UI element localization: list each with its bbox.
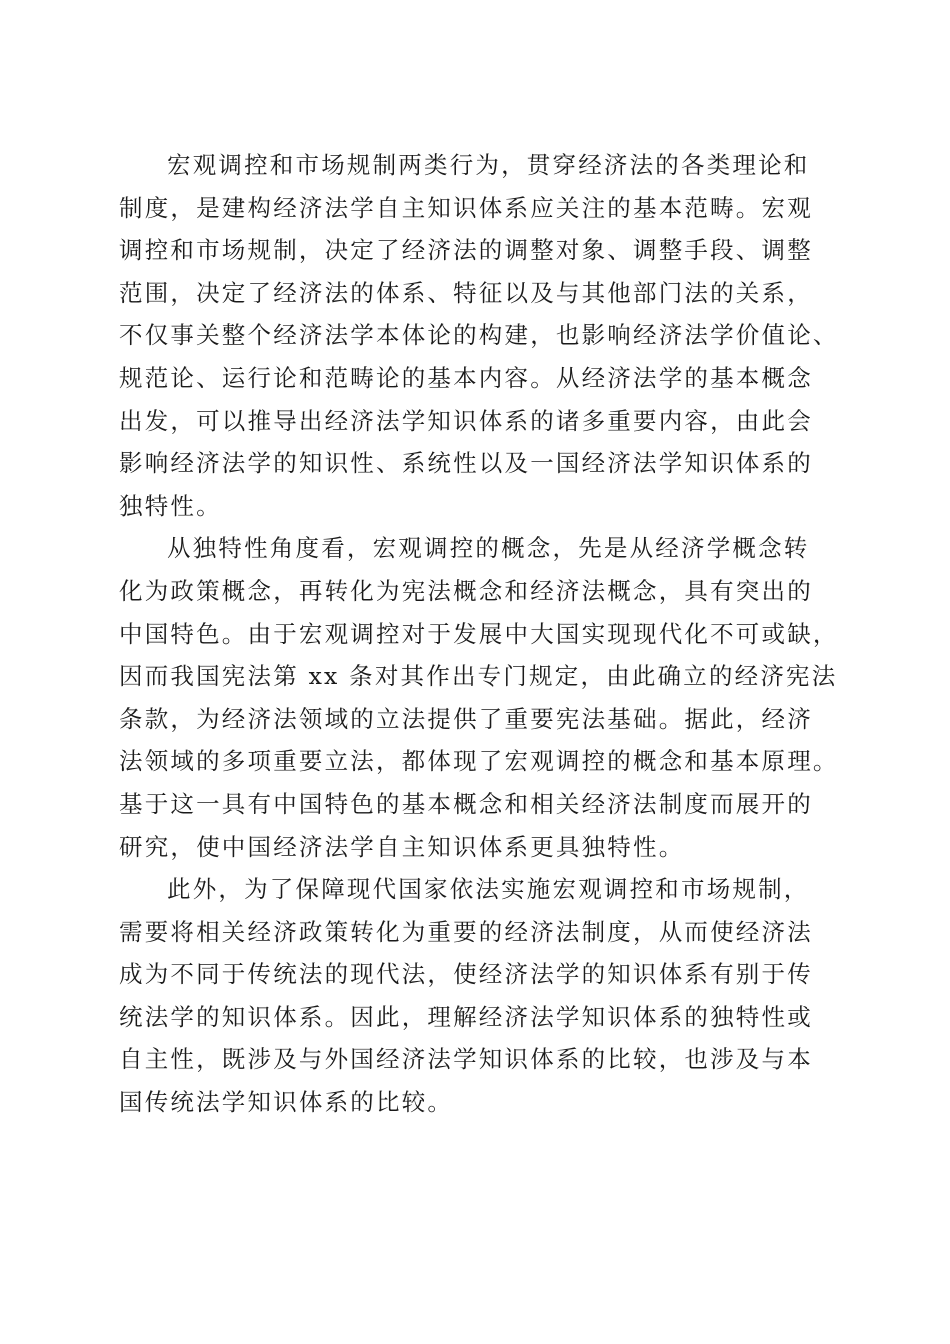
text-line: 成为不同于传统法的现代法，使经济法学的知识体系有别于传 [119, 960, 813, 989]
text-line: 中国特色。由于宏观调控对于发展中大国实现现代化不可或缺， [119, 619, 839, 648]
text-line: 需要将相关经济政策转化为重要的经济法制度，从而使经济法 [119, 917, 813, 946]
text-line: 制度，是建构经济法学自主知识体系应关注的基本范畴。宏观 [119, 193, 813, 222]
text-line: 宏观调控和市场规制两类行为，贯穿经济法的各类理论和 [167, 151, 810, 179]
text-line: 自主性，既涉及与外国经济法学知识体系的比较，也涉及与本 [119, 1045, 813, 1074]
text-line: 基于这一具有中国特色的基本概念和相关经济法制度而展开的 [119, 789, 813, 818]
text-line: 条款，为经济法领域的立法提供了重要宪法基础。据此，经济 [119, 704, 813, 733]
text-line: 不仅事关整个经济法学本体论的构建，也影响经济法学价值论、 [119, 321, 839, 350]
text-line: 从独特性角度看，宏观调控的概念，先是从经济学概念转 [167, 534, 810, 563]
text-line: 影响经济法学的知识性、系统性以及一国经济法学知识体系的 [119, 449, 813, 478]
text-line: 调控和市场规制，决定了经济法的调整对象、调整手段、调整 [119, 236, 813, 265]
text-line: 法领域的多项重要立法，都体现了宏观调控的概念和基本原理。 [119, 747, 839, 776]
text-line: 因而我国宪法第 xx 条对其作出专门规定，由此确立的经济宪法 [119, 662, 838, 691]
text-line: 此外，为了保障现代国家依法实施宏观调控和市场规制， [167, 875, 810, 904]
text-line: 统法学的知识体系。因此，理解经济法学知识体系的独特性或 [119, 1002, 813, 1031]
text-line: 规范论、运行论和范畴论的基本内容。从经济法学的基本概念 [119, 363, 813, 392]
text-line: 范围，决定了经济法的体系、特征以及与其他部门法的关系， [119, 278, 813, 307]
paragraph-3 [119, 868, 839, 1124]
paragraph-2 [119, 527, 839, 868]
text-line: 国传统法学知识体系的比较。 [119, 1088, 454, 1117]
paragraph-1 [119, 144, 839, 527]
text-line: 出发，可以推导出经济法学知识体系的诸多重要内容，由此会 [119, 406, 813, 435]
text-line: 研究，使中国经济法学自主知识体系更具独特性。 [119, 832, 685, 861]
text-line: 化为政策概念，再转化为宪法概念和经济法概念，具有突出的 [119, 576, 813, 605]
text-line: 独特性。 [119, 491, 222, 520]
document-body [119, 144, 839, 1124]
